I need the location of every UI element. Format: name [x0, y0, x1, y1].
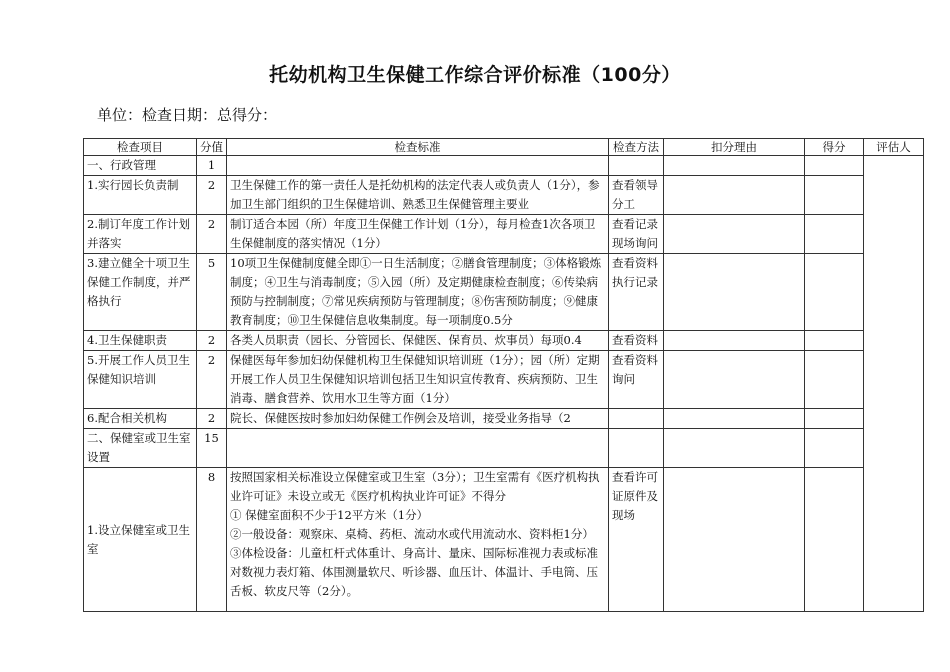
obtained-cell — [805, 351, 864, 409]
table-row — [84, 468, 924, 612]
obtained-cell — [805, 409, 864, 429]
score-cell: 8 — [197, 468, 227, 612]
deduction-cell — [664, 254, 805, 331]
deduction-cell — [664, 176, 805, 215]
deduction-cell — [664, 215, 805, 254]
deduction-cell — [664, 468, 805, 612]
table-row — [84, 176, 924, 215]
standard-cell: 卫生保健工作的第一责任人是托幼机构的法定代表人或负责人（1分），参加卫生部门组织的卫生保健培训、熟悉卫生保健管理主要业 — [227, 176, 609, 215]
standard-cell: 保健医每年参加妇幼保健机构卫生保健知识培训班（1分）；园（所）定期开展工作人员卫生保健知识培训包括卫生知识宣传教育、疾病预防、卫生消毒、膳食营养、饮用水卫生等方面（1分） — [227, 351, 609, 409]
table-row — [84, 331, 924, 351]
evaluator-cell — [864, 156, 924, 612]
obtained-cell — [805, 215, 864, 254]
item-cell: 5.开展工作人员卫生保健知识培训 — [84, 351, 197, 409]
item-cell: 二、保健室或卫生室设置 — [84, 429, 197, 468]
table-row — [84, 215, 924, 254]
score-cell: 2 — [197, 351, 227, 409]
score-cell: 5 — [197, 254, 227, 331]
standard-cell: 按照国家相关标准设立保健室或卫生室（3分）；卫生室需有《医疗机构执业许可证》未设立或无《医疗机构执业许可证》不得分 ① 保健室面积不少于12平方米（1分） ②一般设备：观察床、桌椅、药柜、流动水或代用流动水、资料柜1分） ③体检设备：儿童杠杆式体重计、身高计、量床、国际标准视力表或标准对数视力表灯箱、体围测量软尺、听诊器、血压计、体温计、手电筒、压舌板、软皮尺等（2分）。 — [227, 468, 609, 612]
header-obtained-score: 得分 — [805, 139, 864, 156]
method-cell — [609, 429, 664, 468]
header-score: 分值 — [197, 139, 227, 156]
obtained-cell — [805, 176, 864, 215]
method-cell: 查看资料 — [609, 331, 664, 351]
obtained-cell — [805, 468, 864, 612]
item-cell: 2.制订年度工作计划并落实 — [84, 215, 197, 254]
standard-cell: 院长、保健医按时参加妇幼保健工作例会及培训，接受业务指导（2 — [227, 409, 609, 429]
obtained-cell — [805, 331, 864, 351]
item-cell: 3.建立健全十项卫生保健工作制度，并严格执行 — [84, 254, 197, 331]
header-item: 检查项目 — [84, 139, 197, 156]
standard-cell: 制订适合本园（所）年度卫生保健工作计划（1分），每月检查1次各项卫生保健制度的落实情况（1分） — [227, 215, 609, 254]
standard-cell — [227, 156, 609, 176]
obtained-cell — [805, 254, 864, 331]
method-cell: 查看资料询问 — [609, 351, 664, 409]
deduction-cell — [664, 156, 805, 176]
item-cell: 1.设立保健室或卫生室 — [84, 468, 197, 612]
table-row — [84, 156, 924, 176]
method-cell: 查看许可证原件及现场 — [609, 468, 664, 612]
header-fields: 单位：检查日期：总得分： — [97, 106, 278, 124]
document-title: 托幼机构卫生保健工作综合评价标准（100分） — [269, 64, 681, 86]
standard-cell: 各类人员职责（园长、分管园长、保健医、保育员、炊事员）每项0.4 — [227, 331, 609, 351]
obtained-cell — [805, 156, 864, 176]
deduction-cell — [664, 409, 805, 429]
score-cell: 2 — [197, 409, 227, 429]
method-cell: 查看资料执行记录 — [609, 254, 664, 331]
method-cell — [609, 409, 664, 429]
score-cell: 2 — [197, 331, 227, 351]
score-cell: 2 — [197, 215, 227, 254]
table-row — [84, 351, 924, 409]
deduction-cell — [664, 351, 805, 409]
header-deduction-reason: 扣分理由 — [664, 139, 805, 156]
method-cell: 查看记录现场询问 — [609, 215, 664, 254]
deduction-cell — [664, 331, 805, 351]
table-row — [84, 429, 924, 468]
item-cell: 4.卫生保健职责 — [84, 331, 197, 351]
score-cell: 2 — [197, 176, 227, 215]
item-cell: 6.配合相关机构 — [84, 409, 197, 429]
header-standard: 检查标准 — [227, 139, 609, 156]
deduction-cell — [664, 429, 805, 468]
table-row — [84, 254, 924, 331]
method-cell — [609, 156, 664, 176]
table-row — [84, 409, 924, 429]
score-cell: 15 — [197, 429, 227, 468]
evaluation-table — [83, 138, 924, 612]
item-cell: 1.实行园长负责制 — [84, 176, 197, 215]
header-evaluator: 评估人 — [864, 139, 924, 156]
header-method: 检查方法 — [609, 139, 664, 156]
obtained-cell — [805, 429, 864, 468]
score-cell: 1 — [197, 156, 227, 176]
standard-cell: 10项卫生保健制度健全即①一日生活制度；②膳食管理制度；③体格锻炼制度；④卫生与消毒制度；⑤入园（所）及定期健康检查制度；⑥传染病预防与控制制度；⑦常见疾病预防与管理制度；⑧伤害预防制度；⑨健康教育制度；⑩卫生保健信息收集制度。每一项制度0.5分 — [227, 254, 609, 331]
item-cell: 一、行政管理 — [84, 156, 197, 176]
method-cell: 查看领导分工 — [609, 176, 664, 215]
table-header-row — [84, 139, 924, 156]
standard-cell — [227, 429, 609, 468]
